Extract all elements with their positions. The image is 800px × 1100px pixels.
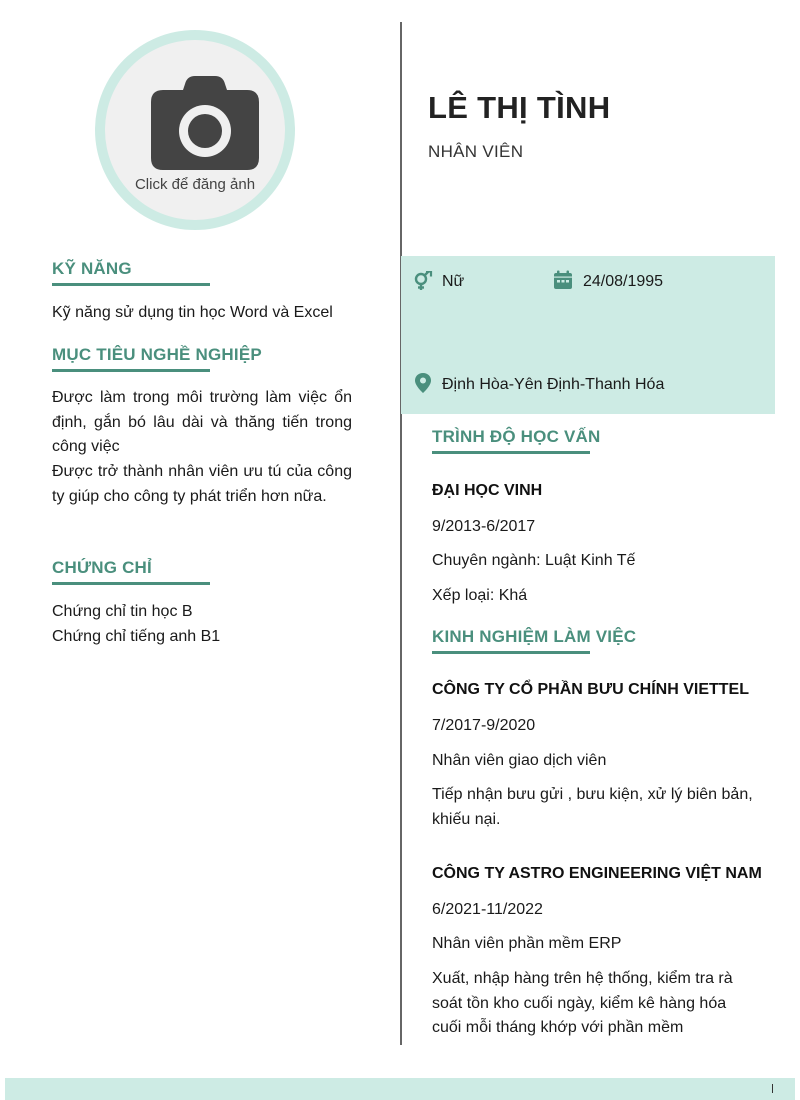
job-description: Tiếp nhận bưu gửi , bưu kiện, xử lý biên bản, khiếu nại.: [432, 786, 753, 828]
column-divider: [400, 22, 402, 1045]
education-grade: Xếp loại: Khá: [432, 587, 528, 604]
experience-heading: KINH NGHIỆM LÀM VIỆC: [432, 627, 637, 646]
location-pin-icon: [413, 373, 433, 393]
avatar-caption: Click để đăng ảnh: [134, 176, 256, 193]
objective-paragraph-1: Được làm trong môi trường làm việc ổn định, gắn bó lâu dài và thăng tiến trong công việc: [52, 389, 352, 455]
experience-underline: [432, 651, 590, 654]
education-underline: [432, 451, 590, 454]
job-description: Xuất, nhập hàng trên hệ thống, kiểm tra rà soát tồn kho cuối ngày, kiểm kê hàng hóa cuối mỗi tháng khớp với phần mềm: [432, 970, 733, 1036]
job-position: Nhân viên giao dịch viên: [432, 752, 607, 769]
gender-icon: [413, 271, 433, 291]
job-period: 7/2017-9/2020: [432, 717, 536, 734]
footer-band: [5, 1078, 795, 1100]
school-name: ĐẠI HỌC VINH: [432, 482, 543, 499]
skills-heading: KỸ NĂNG: [52, 259, 132, 278]
certificates-underline: [52, 582, 210, 585]
avatar-upload[interactable]: [95, 30, 295, 230]
calendar-icon: [553, 270, 573, 290]
education-heading: TRÌNH ĐỘ HỌC VẤN: [432, 427, 601, 446]
education-major: Chuyên ngành: Luật Kinh Tế: [432, 552, 636, 569]
birthdate-value: 24/08/1995: [583, 273, 664, 290]
skills-text: Kỹ năng sử dụng tin học Word và Excel: [52, 304, 333, 321]
skills-underline: [52, 283, 210, 286]
personal-info-box: [401, 256, 775, 414]
certificate-item: Chứng chỉ tiếng anh B1: [52, 628, 221, 645]
certificate-item: Chứng chỉ tin học B: [52, 603, 193, 620]
job-company: CÔNG TY CỔ PHẦN BƯU CHÍNH VIETTEL: [432, 681, 749, 698]
camera-icon: [151, 76, 259, 170]
education-period: 9/2013-6/2017: [432, 518, 536, 535]
objective-heading: MỤC TIÊU NGHỀ NGHIỆP: [52, 345, 262, 364]
job-title: NHÂN VIÊN: [428, 142, 524, 161]
avatar[interactable]: [105, 40, 285, 220]
job-period: 6/2021-11/2022: [432, 901, 543, 918]
full-name: LÊ THỊ TÌNH: [428, 90, 611, 125]
objective-underline: [52, 369, 210, 372]
job-position: Nhân viên phần mềm ERP: [432, 935, 622, 952]
job-company: CÔNG TY ASTRO ENGINEERING VIỆT NAM: [432, 865, 762, 882]
footer-mark: [772, 1084, 773, 1093]
gender-value: Nữ: [442, 273, 465, 290]
certificates-heading: CHỨNG CHỈ: [52, 558, 152, 577]
objective-paragraph-2: Được trở thành nhân viên ưu tú của công ty giúp cho công ty phát triển hơn nữa.: [52, 463, 352, 505]
address-value: Định Hòa-Yên Định-Thanh Hóa: [442, 376, 665, 393]
